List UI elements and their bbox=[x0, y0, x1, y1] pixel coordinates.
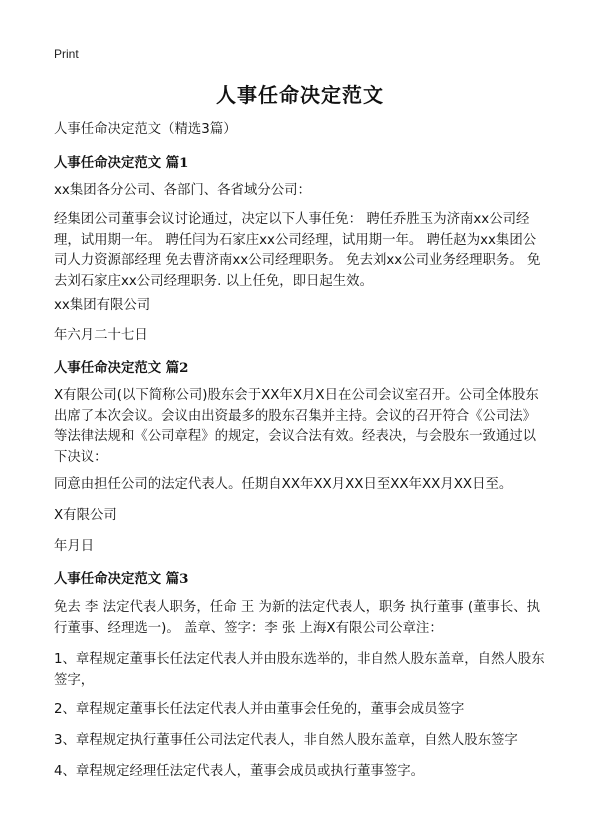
paragraph-date: 年月日 bbox=[54, 539, 95, 554]
paragraph-company-signature: xx集团有限公司 bbox=[54, 298, 151, 313]
list-item: 2、章程规定董事长任法定代表人并由董事会任免的，董事会成员签字 bbox=[54, 702, 465, 717]
list-item: 4、章程规定经理任法定代表人，董事会成员或执行董事签字。 bbox=[54, 764, 425, 779]
paragraph-date: 年六月二十七日 bbox=[54, 328, 148, 343]
document-subtitle: 人事任命决定范文（精选3篇） bbox=[54, 122, 237, 137]
paragraph-recipients: xx集团各分公司、各部门、各省域分公司： bbox=[54, 183, 311, 198]
paragraph-company-signature: X有限公司 bbox=[54, 508, 117, 523]
document-title: 人事任命决定范文 bbox=[216, 83, 384, 107]
paragraph-dismissal: 免去 李 法定代表人职务，任命 王 为新的法定代表人，职务 执行董事 (董事长、执行董事、经理选一)。 盖章、签字：李 张 上海X有限公司公章注： bbox=[54, 600, 541, 636]
paragraph-appointments: 经集团公司董事会议讨论通过，决定以下人事任免： 聘任乔胜玉为济南xx公司经理，试用期一年。 聘任闫为石家庄xx公司经理，试用期一年。 聘任赵为xx集团公司人力资源部经理 免去曹济南xx公司经理职务。 免去刘xx公司业务经理职务。 免去刘石家庄xx公司经理职务. 以上任免，即日起生效。 bbox=[54, 212, 541, 289]
section-heading-1: 人事任命决定范文 篇1 bbox=[54, 155, 189, 171]
paragraph-meeting: X有限公司(以下简称公司)股东会于XX年X月X日在公司会议室召开。公司全体股东出席了本次会议。会议由出资最多的股东召集并主持。会议的召开符合《公司法》等法律法规和《公司章程》的规定，会议合法有效。经表决，与会股东一致通过以下决议： bbox=[54, 388, 539, 465]
section-heading-3: 人事任命决定范文 篇3 bbox=[54, 571, 189, 587]
print-label: Print bbox=[54, 47, 79, 61]
paragraph-resolution: 同意由担任公司的法定代表人。任期自XX年XX月XX日至XX年XX月XX日至。 bbox=[54, 477, 513, 492]
list-item: 3、章程规定执行董事任公司法定代表人，非自然人股东盖章，自然人股东签字 bbox=[54, 733, 518, 748]
section-heading-2: 人事任命决定范文 篇2 bbox=[54, 360, 189, 376]
list-item: 1、章程规定董事长任法定代表人并由股东选举的，非自然人股东盖章，自然人股东签字， bbox=[54, 652, 545, 688]
